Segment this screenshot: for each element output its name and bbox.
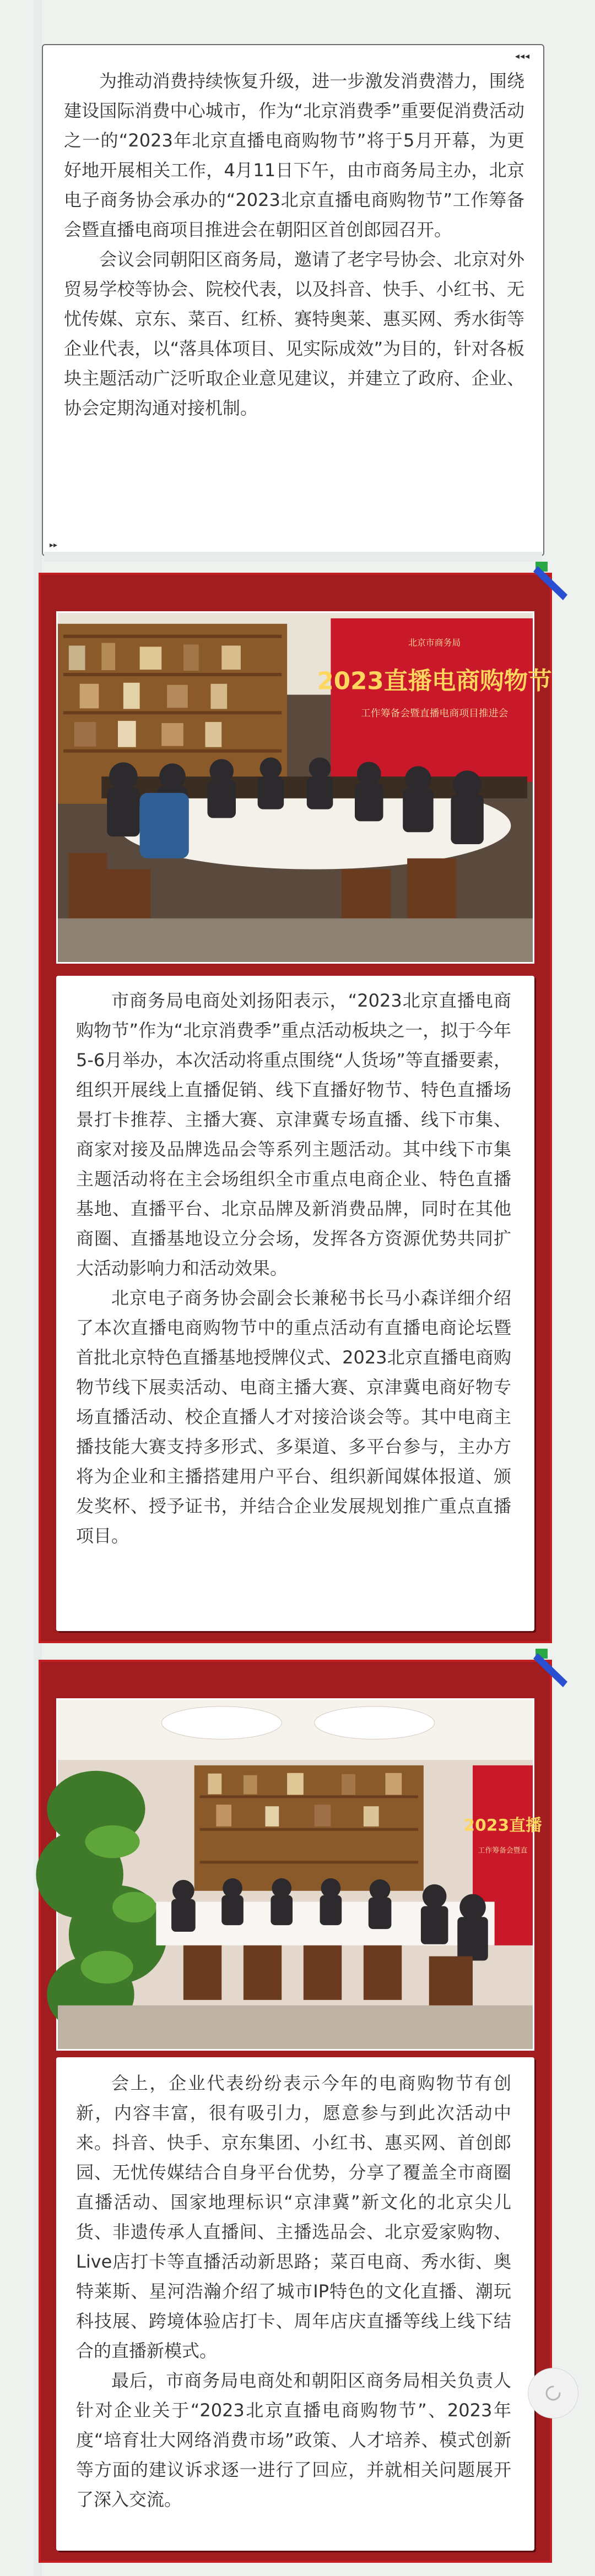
intro-card bbox=[42, 44, 544, 556]
top-arrows-decoration: ◂◂◂ bbox=[515, 51, 530, 61]
meeting-room-photo-1 bbox=[58, 613, 552, 962]
meeting-section-2 bbox=[39, 1660, 552, 2563]
intro-paragraph-2: 会议会同朝阳区商务局，邀请了老字号协会、北京对外贸易学校等协会、院校代表，以及抖音、快手、小红书、无忧传媒、京东、菜百、红桥、赛特奥莱、惠买网、秀水街等企业代表，以“落具体项目、见实际成效”为目的，针对各板块主题活动广泛听取企业意见建议，并建立了政府、企业、协会定期沟通对接机制。 bbox=[64, 249, 524, 419]
bottom-arrows-decoration: ▸▸ bbox=[50, 541, 58, 550]
meeting-text-panel-2 bbox=[56, 2057, 534, 2551]
meeting-text-panel-1 bbox=[56, 976, 534, 1631]
meeting-paragraph-1: 市商务局电商处刘扬阳表示，“2023北京直播电商购物节”作为“北京消费季”重点活动板块之一，拟于今年5-6月举办，本次活动将重点围绕“人货场”等直播要素，组织开展线上直播促销、线下直播好物节、特色直播场景打卡推荐、主播大赛、京津冀专场直播、线下市集、商家对接及品牌选品会等系列主题活动。其中线下市集主题活动将在主会场组织全市重点电商企业、特色直播基地、直播平台、北京品牌及新消费品牌，同时在其他商圈、直播基地设立分会场，发挥各方资源优势共同扩大活动影响力和活动效果。 bbox=[76, 990, 511, 1279]
meeting-photo-2 bbox=[56, 1698, 542, 2051]
intro-paragraph-1: 为推动消费持续恢复升级，进一步激发消费潜力，围绕建设国际消费中心城市，作为“北京消费季”重要促消费活动之一的“2023年北京直播电商购物节”将于5月开幕，为更好地开展相关工作，4月11日下午，由市商务局主办，北京电子商务协会承办的“2023北京直播电商购物节”工作筹备会暨直播电商项目推进会在朝阳区首创郎园召开。 bbox=[64, 70, 524, 240]
scroll-button[interactable] bbox=[528, 2368, 578, 2419]
meeting-paragraph-3: 会上，企业代表纷纷表示今年的电商购物节有创新，内容丰富，很有吸引力，愿意参与到此次活动中来。抖音、快手、京东集团、小红书、惠买网、首创郎园、无忧传媒结合自身平台优势，分享了覆盖全市商圈直播活动、国家地理标识“京津冀”新文化的北京尖儿货、非遗传承人直播间、主播选品会、北京爱家购物、Live店打卡等直播活动新思路；菜百电商、秀水街、奥特莱斯、星河浩瀚介绍了城市IP特色的文化直播、潮玩科技展、跨境体验店打卡、周年店庆直播等线上线下结合的直播新模式。 bbox=[76, 2073, 511, 2361]
meeting-room-photo-2 bbox=[58, 1700, 542, 2049]
intro-text bbox=[64, 66, 524, 423]
meeting-photo-1 bbox=[56, 611, 552, 964]
card-shadow bbox=[44, 552, 542, 562]
meeting-text-1 bbox=[76, 986, 511, 1551]
photo-banner-title-2: 2023直播 bbox=[463, 1816, 542, 1835]
photo-banner-small-text: 北京市商务局 bbox=[408, 637, 461, 648]
meeting-paragraph-2: 北京电子商务协会副会长兼秘书长马小森详细介绍了本次直播电商购物节中的重点活动有直播电商论坛暨首批北京特色直播基地授牌仪式、2023北京直播电商购物节线下展卖活动、电商主播大赛、京津冀电商好物专场直播活动、校企直播人才对接洽谈会等。其中电商主播技能大赛支持多形式、多渠道、多平台参与，主办方将为企业和主播搭建用户平台、组织新闻媒体报道、颁发奖杯、授予证书，并结合企业发展规划推广重点直播项目。 bbox=[76, 1287, 511, 1546]
meeting-section-1 bbox=[39, 573, 552, 1643]
meeting-paragraph-4: 最后，市商务局电商处和朝阳区商务局相关负责人针对企业关于“2023北京直播电商购物节”、2023年度“培育壮大网络消费市场”政策、人才培养、模式创新等方面的建议诉求逐一进行了回应，并就相关问题展开了深入交流。 bbox=[76, 2370, 511, 2510]
photo-banner-title: 2023直播电商购物节 bbox=[317, 667, 552, 695]
corner-ribbon-icon bbox=[529, 562, 567, 600]
loading-circle-icon bbox=[545, 2385, 561, 2401]
photo-banner-subtitle-2: 工作筹备会暨直 bbox=[478, 1846, 528, 1855]
meeting-text-2 bbox=[76, 2068, 511, 2514]
corner-ribbon-icon bbox=[529, 1649, 567, 1687]
photo-banner-subtitle: 工作筹备会暨直播电商项目推进会 bbox=[360, 708, 509, 720]
